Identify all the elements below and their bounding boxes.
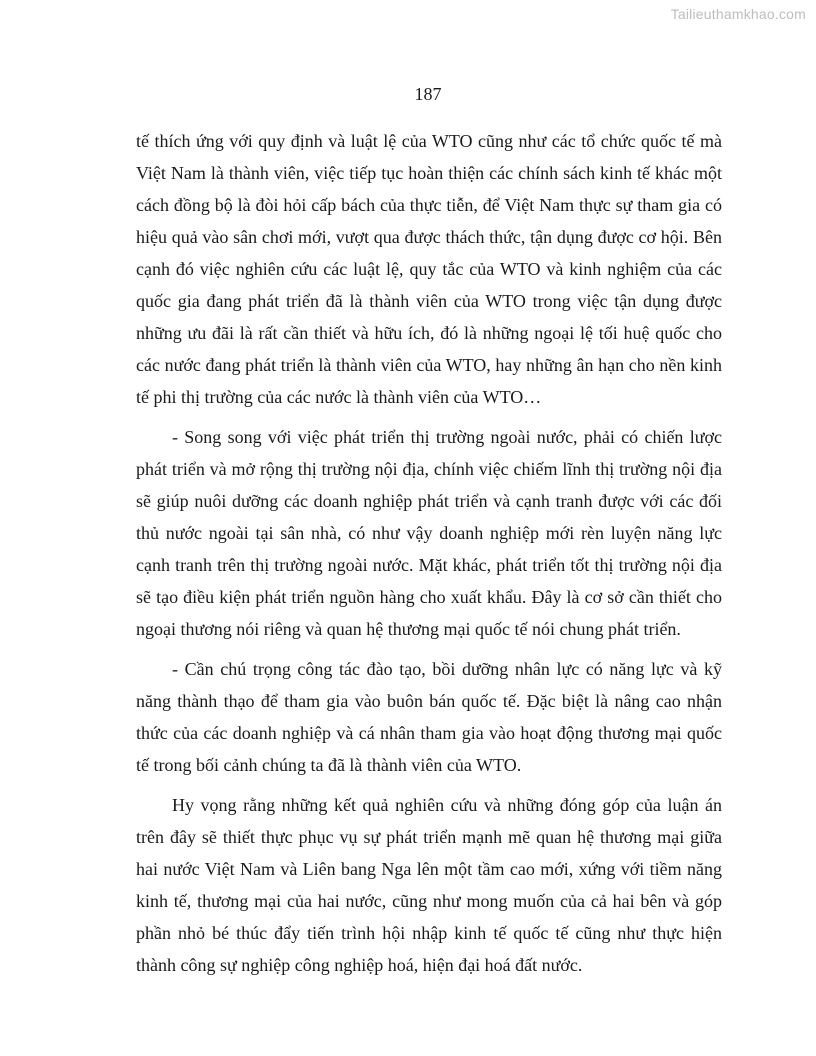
page-number: 187 <box>414 84 442 104</box>
document-body <box>136 125 722 989</box>
paragraph-human-resources: - Cần chú trọng công tác đào tạo, bồi dưỡng nhân lực có năng lực và kỹ năng thành thạo để tham gia vào buôn bán quốc tế. Đặc biệt là nâng cao nhận thức của các doanh nghiệp và cá nhân tham gia vào hoạt động thương mại quốc tế trong bối cảnh chúng ta đã là thành viên của WTO. <box>136 659 722 775</box>
paragraph-domestic-market: - Song song với việc phát triển thị trường ngoài nước, phải có chiến lược phát triển và mở rộng thị trường nội địa, chính việc chiếm lĩnh thị trường nội địa sẽ giúp nuôi dưỡng các doanh nghiệp phát triển và cạnh tranh được với các đối thủ nước ngoài tại sân nhà, có như vậy doanh nghiệp mới rèn luyện năng lực cạnh tranh trên thị trường ngoài nước. Mặt khác, phát triển tốt thị trường nội địa sẽ tạo điều kiện phát triển nguồn hàng cho xuất khẩu. Đây là cơ sở cần thiết cho ngoại thương nói riêng và quan hệ thương mại quốc tế nói chung phát triển. <box>136 427 722 639</box>
watermark: Tailieuthamkhao.com <box>670 6 806 22</box>
paragraph-conclusion: Hy vọng rằng những kết quả nghiên cứu và những đóng góp của luận án trên đây sẽ thiết thực phục vụ sự phát triển mạnh mẽ quan hệ thương mại giữa hai nước Việt Nam và Liên bang Nga lên một tầm cao mới, xứng với tiềm năng kinh tế, thương mại của hai nước, cũng như mong muốn của cả hai bên và góp phần nhỏ bé thúc đẩy tiến trình hội nhập kinh tế quốc tế cũng như thực hiện thành công sự nghiệp công nghiệp hoá, hiện đại hoá đất nước. <box>136 795 722 975</box>
paragraph-wto-adaptation: tế thích ứng với quy định và luật lệ của WTO cũng như các tổ chức quốc tế mà Việt Nam là thành viên, việc tiếp tục hoàn thiện các chính sách kinh tế khác một cách đồng bộ là đòi hỏi cấp bách của thực tiễn, để Việt Nam thực sự tham gia có hiệu quả vào sân chơi mới, vượt qua được thách thức, tận dụng được cơ hội. Bên cạnh đó việc nghiên cứu các luật lệ, quy tắc của WTO và kinh nghiệm của các quốc gia đang phát triển đã là thành viên của WTO trong việc tận dụng được những ưu đãi là rất cần thiết và hữu ích, đó là những ngoại lệ tối huệ quốc cho các nước đang phát triển là thành viên của WTO, hay những ân hạn cho nền kinh tế phi thị trường của các nước là thành viên của WTO… <box>136 131 722 407</box>
